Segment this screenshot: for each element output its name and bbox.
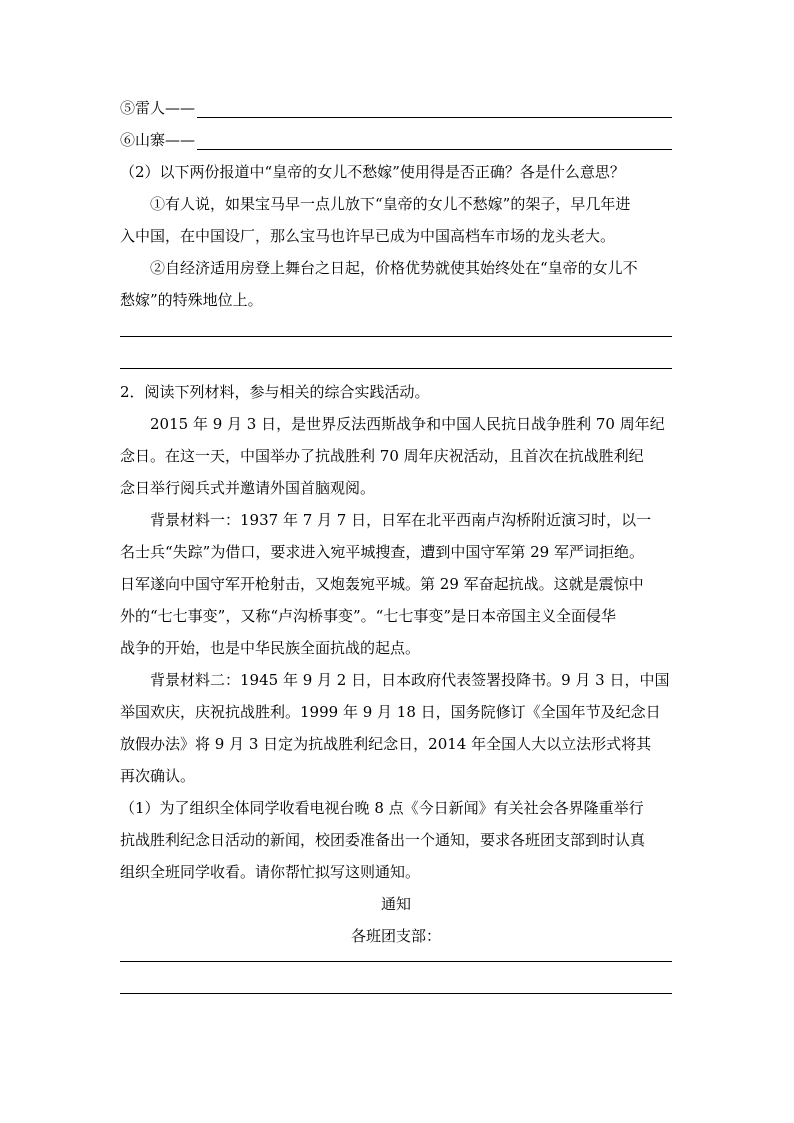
- intro-line: 念日举行阅兵式并邀请外国首脑观阅。: [120, 479, 376, 497]
- q1-part2-question: （2）以下两份报道中“皇帝的女儿不愁嫁”使用得是否正确？各是什么意思？: [120, 163, 625, 181]
- material1-line: 背景材料一：1937 年 7 月 7 日，日军在北平西南卢沟桥附近演习时，以一: [150, 511, 652, 529]
- answer-blank[interactable]: [197, 137, 672, 150]
- fill-item-label: ⑤雷人——: [120, 99, 196, 117]
- material2-line: 举国欢庆，庆祝抗战胜利。1999 年 9 月 18 日，国务院修订《全国年节及纪念日: [120, 703, 661, 721]
- notice-title: 通知: [380, 895, 411, 913]
- task-line: 组织全班同学收看。请你帮忙拟写这则通知。: [120, 863, 421, 881]
- answer-line[interactable]: [120, 336, 672, 337]
- fill-item-5: [120, 98, 672, 118]
- report2-line2: 愁嫁”的特殊地位上。: [120, 291, 263, 309]
- intro-line: 2015 年 9 月 3 日，是世界反法西斯战争和中国人民抗日战争胜利 70 周年纪: [150, 415, 665, 433]
- notice-salutation: 各班团支部：: [350, 927, 441, 945]
- answer-line[interactable]: [120, 993, 672, 994]
- answer-line[interactable]: [120, 368, 672, 369]
- material1-line: 战争的开始，也是中华民族全面抗战的起点。: [120, 639, 421, 657]
- material1-line: 外的“七七事变”，又称“卢沟桥事变”。“七七事变”是日本帝国主义全面侵华: [120, 607, 617, 625]
- fill-item-6: [120, 130, 672, 150]
- task-line: （1）为了组织全体同学收看电视台晚 8 点《今日新闻》有关社会各界隆重举行: [120, 799, 644, 817]
- report1-line2: 入中国，在中国设厂，那么宝马也许早已成为中国高档车市场的龙头老大。: [120, 227, 616, 245]
- material1-line: 日军遂向中国守军开枪射击，又炮轰宛平城。第 29 军奋起抗战。这就是震惊中: [120, 575, 644, 593]
- answer-line[interactable]: [120, 961, 672, 962]
- intro-line: 念日。在这一天，中国举办了抗战胜利 70 周年庆祝活动，且首次在抗战胜利纪: [120, 447, 644, 465]
- report2-line1: ②自经济适用房登上舞台之日起，价格优势就使其始终处在“皇帝的女儿不: [150, 259, 638, 277]
- material1-line: 名士兵“失踪”为借口，要求进入宛平城搜查，遭到中国守军第 29 军严词拒绝。: [120, 543, 644, 561]
- material2-line: 背景材料二：1945 年 9 月 2 日，日本政府代表签署投降书。9 月 3 日，中国: [150, 671, 670, 689]
- report1-line1: ①有人说，如果宝马早一点儿放下“皇帝的女儿不愁嫁”的架子，早几年进: [150, 195, 631, 213]
- fill-item-label: ⑥山寨——: [120, 131, 196, 149]
- material2-line: 再次确认。: [120, 767, 196, 785]
- answer-blank[interactable]: [197, 105, 672, 118]
- task-line: 抗战胜利纪念日活动的新闻，校团委准备出一个通知，要求各班团支部到时认真: [120, 831, 646, 849]
- q2-heading: 2．阅读下列材料，参与相关的综合实践活动。: [120, 383, 430, 401]
- material2-line: 放假办法》将 9 月 3 日定为抗战胜利纪念日，2014 年全国人大以立法形式将其: [120, 735, 652, 753]
